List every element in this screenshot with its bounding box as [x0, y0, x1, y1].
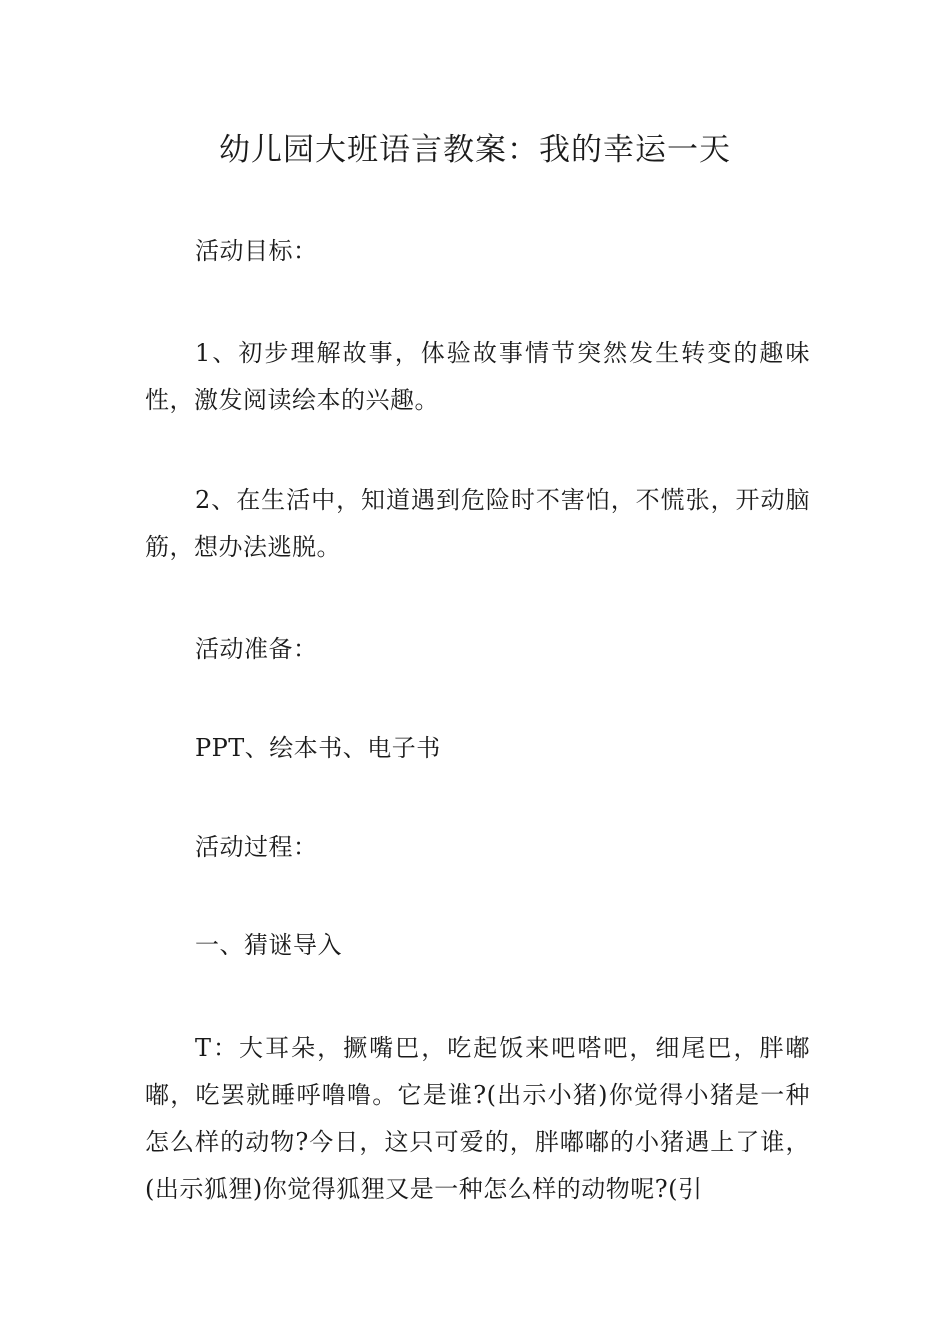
process-heading: 活动过程：	[195, 833, 318, 861]
goal-item-2: 2、在生活中，知道遇到危险时不害怕，不慌张，开动脑筋，想办法逃脱。	[145, 486, 810, 561]
step-1-heading: 一、猜谜导入	[195, 931, 342, 959]
preparation-items: PPT、绘本书、电子书	[195, 734, 441, 762]
step-1-text: T：大耳朵，撅嘴巴，吃起饭来吧嗒吧，细尾巴，胖嘟嘟，吃罢就睡呼噜噜。它是谁?(出示小猪)你觉得小猪是一种怎么样的动物?今日，这只可爱的，胖嘟嘟的小猪遇上了谁，(出示狐狸)你觉得狐狸又是一种怎么样的动物呢?(引	[145, 1034, 810, 1203]
document-title: 幼儿园大班语言教案：我的幸运一天	[219, 132, 731, 168]
goals-heading: 活动目标：	[195, 237, 318, 265]
goal-item-1: 1、初步理解故事，体验故事情节突然发生转变的趣味性，激发阅读绘本的兴趣。	[145, 339, 810, 414]
preparation-heading: 活动准备：	[195, 635, 318, 663]
